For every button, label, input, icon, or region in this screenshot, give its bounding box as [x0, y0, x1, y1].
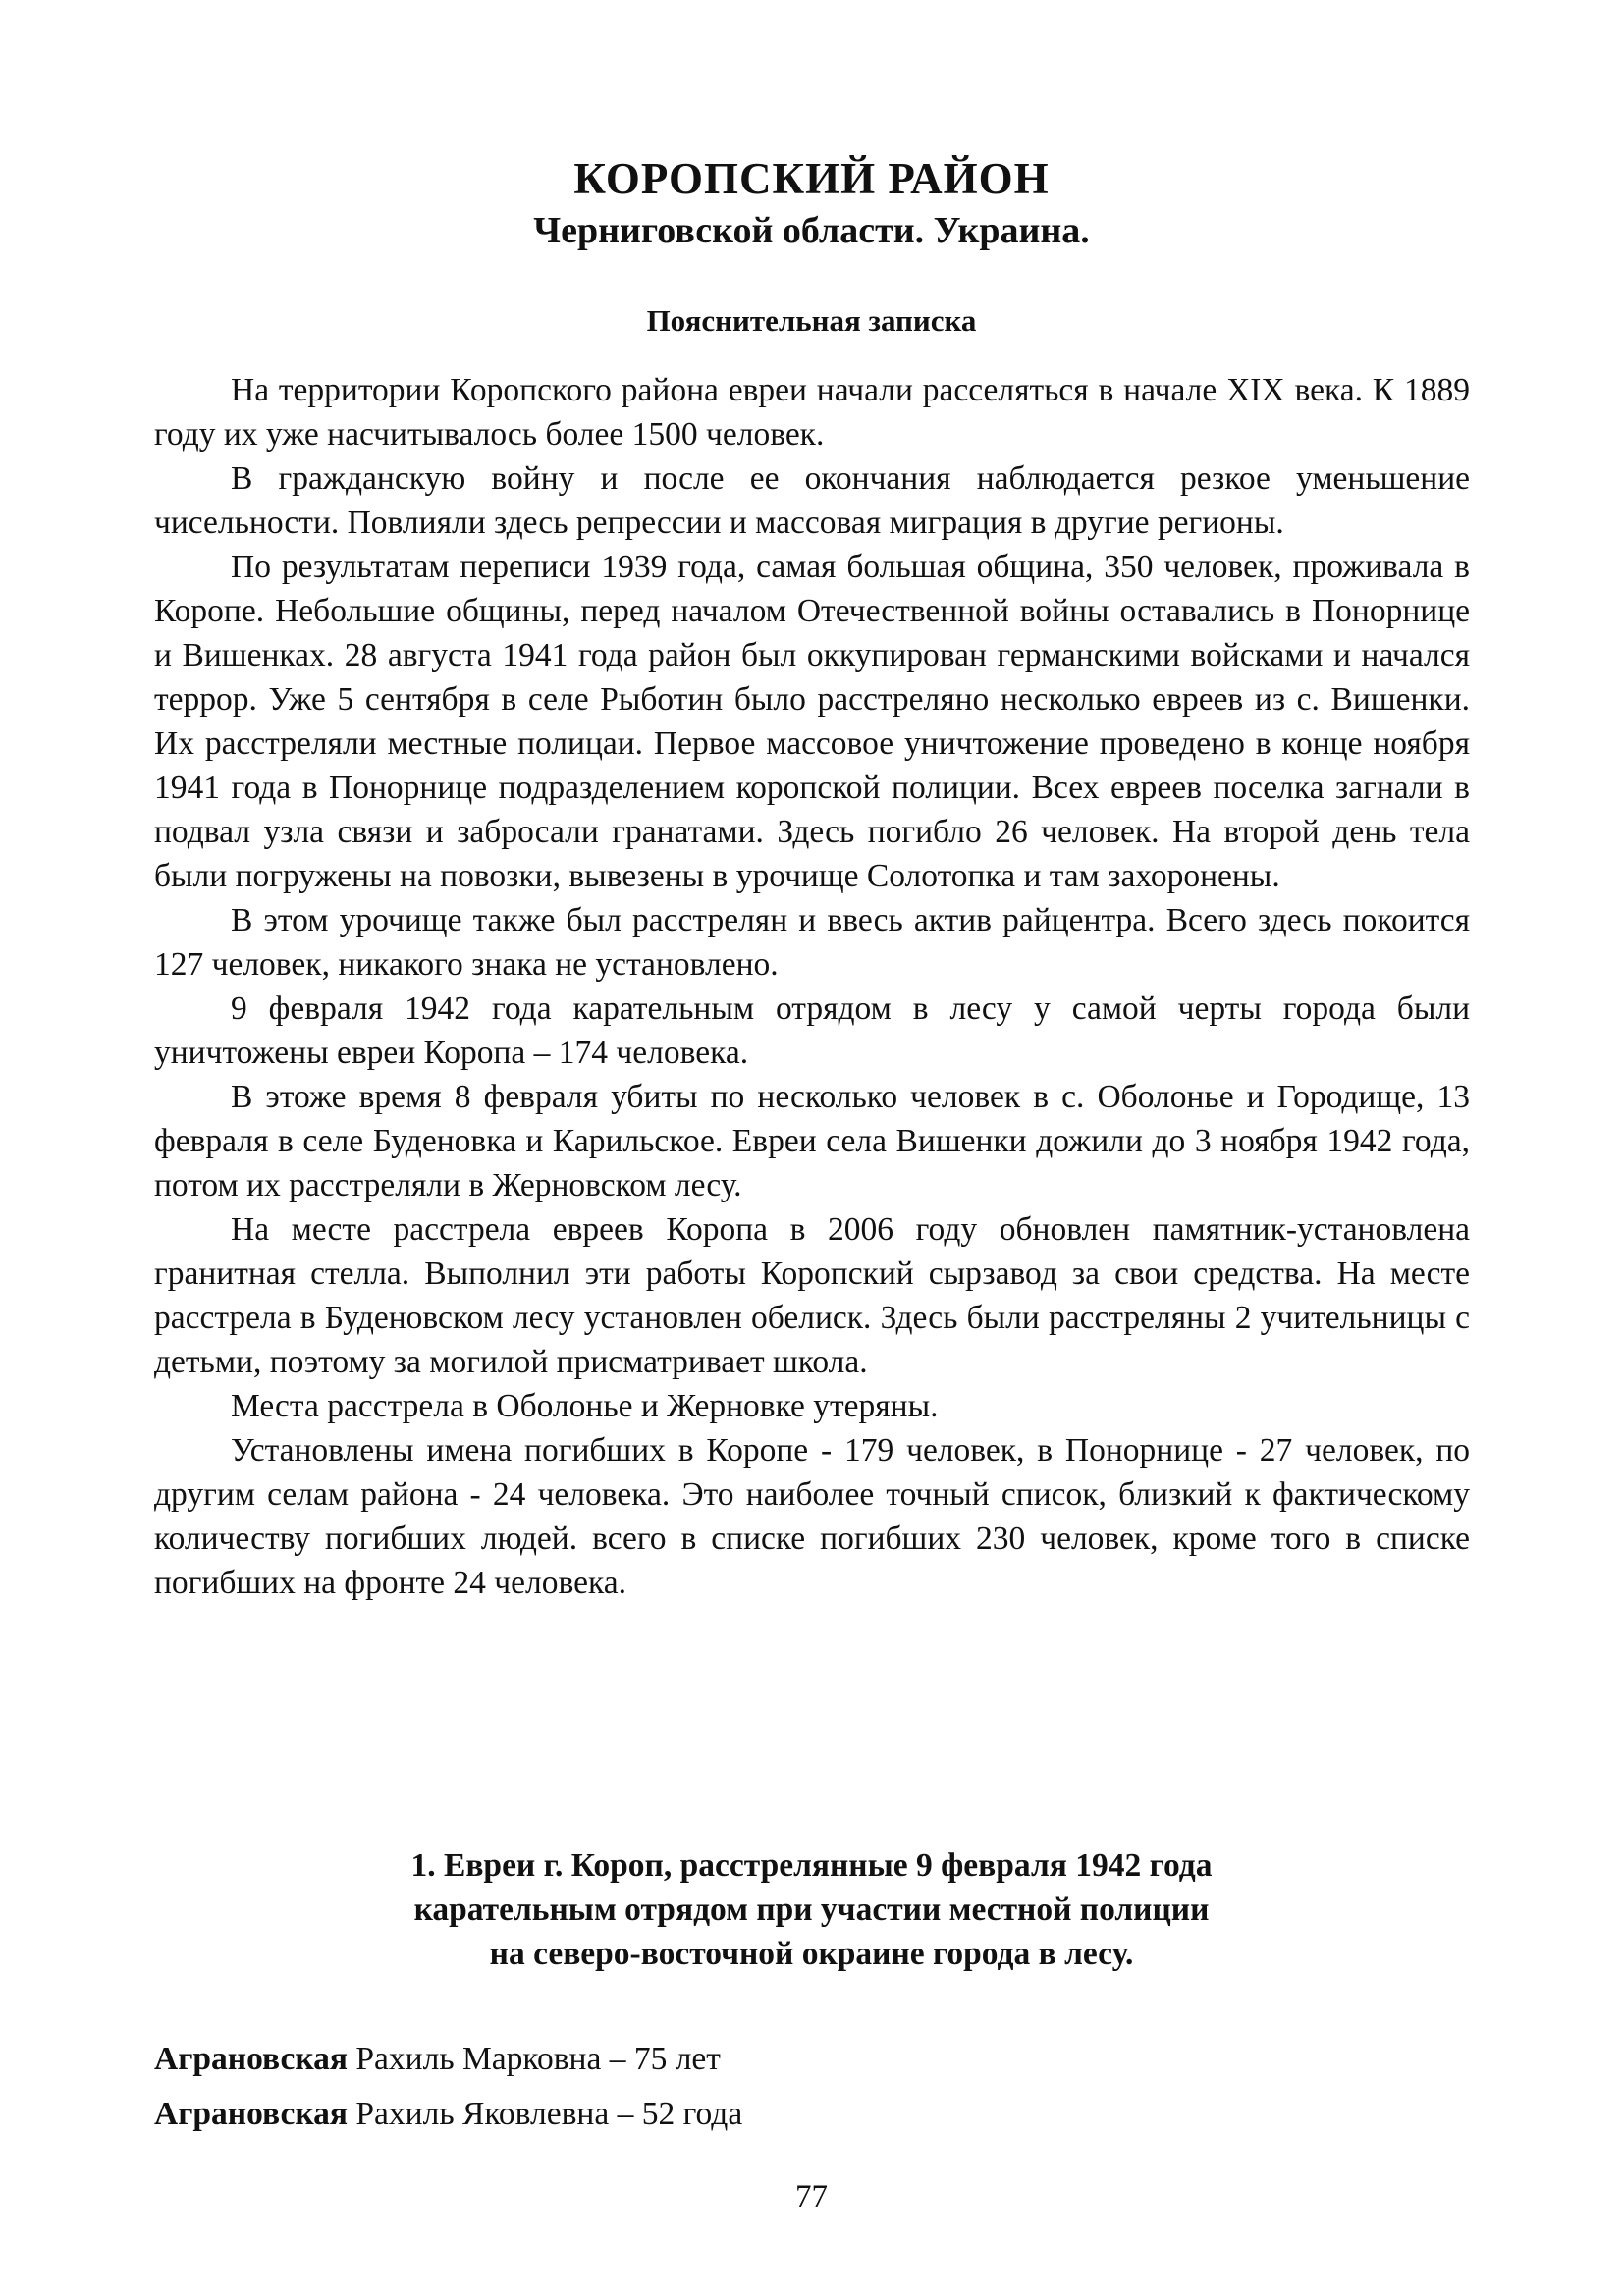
note-heading: Пояснительная записка — [646, 303, 977, 338]
note-paragraph: Установлены имена погибших в Коропе - 179 человек, в Понорнице - 27 человек, по другим селам района - 24 человека. Это наиболее точный список, близкий к фактическому количеству погибших людей. всего в списке погибших 230 человек, кроме того в списке погибших на фронте 24 человека. — [154, 1432, 1470, 1601]
note-paragraph: На территории Коропского района евреи начали расселяться в начале XIX века. К 1889 году их уже насчитывалось более 1500 человек. — [154, 372, 1470, 453]
victim-list — [154, 2032, 1470, 2142]
page-title: КОРОПСКИЙ РАЙОН — [573, 154, 1050, 203]
section-title-line: на северо-восточной окраине города в лесу. — [489, 1936, 1134, 1972]
note-paragraph: 9 февраля 1942 года карательным отрядом в лесу у самой черты города были уничтожены евреи Коропа – 174 человека. — [154, 990, 1470, 1071]
note-paragraph: В этоже время 8 февраля убиты по несколько человек в с. Оболонье и Городище, 13 февраля в селе Буденовка и Карильское. Евреи села Вишенки дожили до 3 ноября 1942 года, потом их расстреляли в Жерновском лесу. — [154, 1079, 1470, 1203]
entry-details: Рахиль Марковна – 75 лет — [348, 2041, 721, 2077]
section-title-line: карательным отрядом при участии местной полиции — [413, 1892, 1210, 1928]
note-body — [154, 368, 1470, 1605]
entry-surname: Аграновская — [154, 2096, 349, 2132]
note-paragraph: На месте расстрела евреев Коропа в 2006 году обновлен памятник-установлена гранитная стелла. Выполнил эти работы Коропский сырзавод за свои средства. На месте расстрела в Буденовском лесу установлен обелиск. Здесь были расстреляны 2 учительницы с детьми, поэтому за могилой присматривает школа. — [154, 1211, 1470, 1380]
note-paragraph: В гражданскую войну и после ее окончания наблюдается резкое уменьшение чисельности. Повлияли здесь репрессии и массовая миграция в другие регионы. — [154, 460, 1470, 541]
section-title-line: 1. Евреи г. Короп, расстрелянные 9 февраля 1942 года — [410, 1847, 1213, 1884]
page-subtitle: Черниговской области. Украина. — [533, 210, 1090, 251]
note-paragraph: По результатам переписи 1939 года, самая большая община, 350 человек, проживала в Коропе. Небольшие общины, перед началом Отечественной войны оставались в Понорнице и Вишенках. 28 августа 1941 года район был оккупирован германскими войсками и начался террор. Уже 5 сентября в селе Рыботин было расстреляно несколько евреев из с. Вишенки. Их расстреляли местные полицаи. Первое массовое уничтожение проведено в конце ноября 1941 года в Понорнице подразделением коропской полиции. Всех евреев поселка загнали в подвал узла связи и забросали гранатами. Здесь погибло 26 человек. На второй день тела были погружены на повозки, вывезены в урочище Солотопка и там захоронены. — [154, 549, 1470, 894]
note-paragraph: В этом урочище также был расстрелян и ввесь актив райцентра. Всего здесь покоится 127 человек, никакого знака не установлено. — [154, 902, 1470, 983]
section-title — [0, 1843, 1623, 1976]
entry-surname: Аграновская — [154, 2041, 349, 2077]
note-paragraph: Места расстрела в Оболонье и Жерновке утеряны. — [231, 1388, 939, 1424]
page-number: 77 — [795, 2179, 828, 2215]
list-item — [154, 2087, 1470, 2142]
entry-details: Рахиль Яковлевна – 52 года — [348, 2096, 743, 2132]
list-item — [154, 2032, 1470, 2087]
